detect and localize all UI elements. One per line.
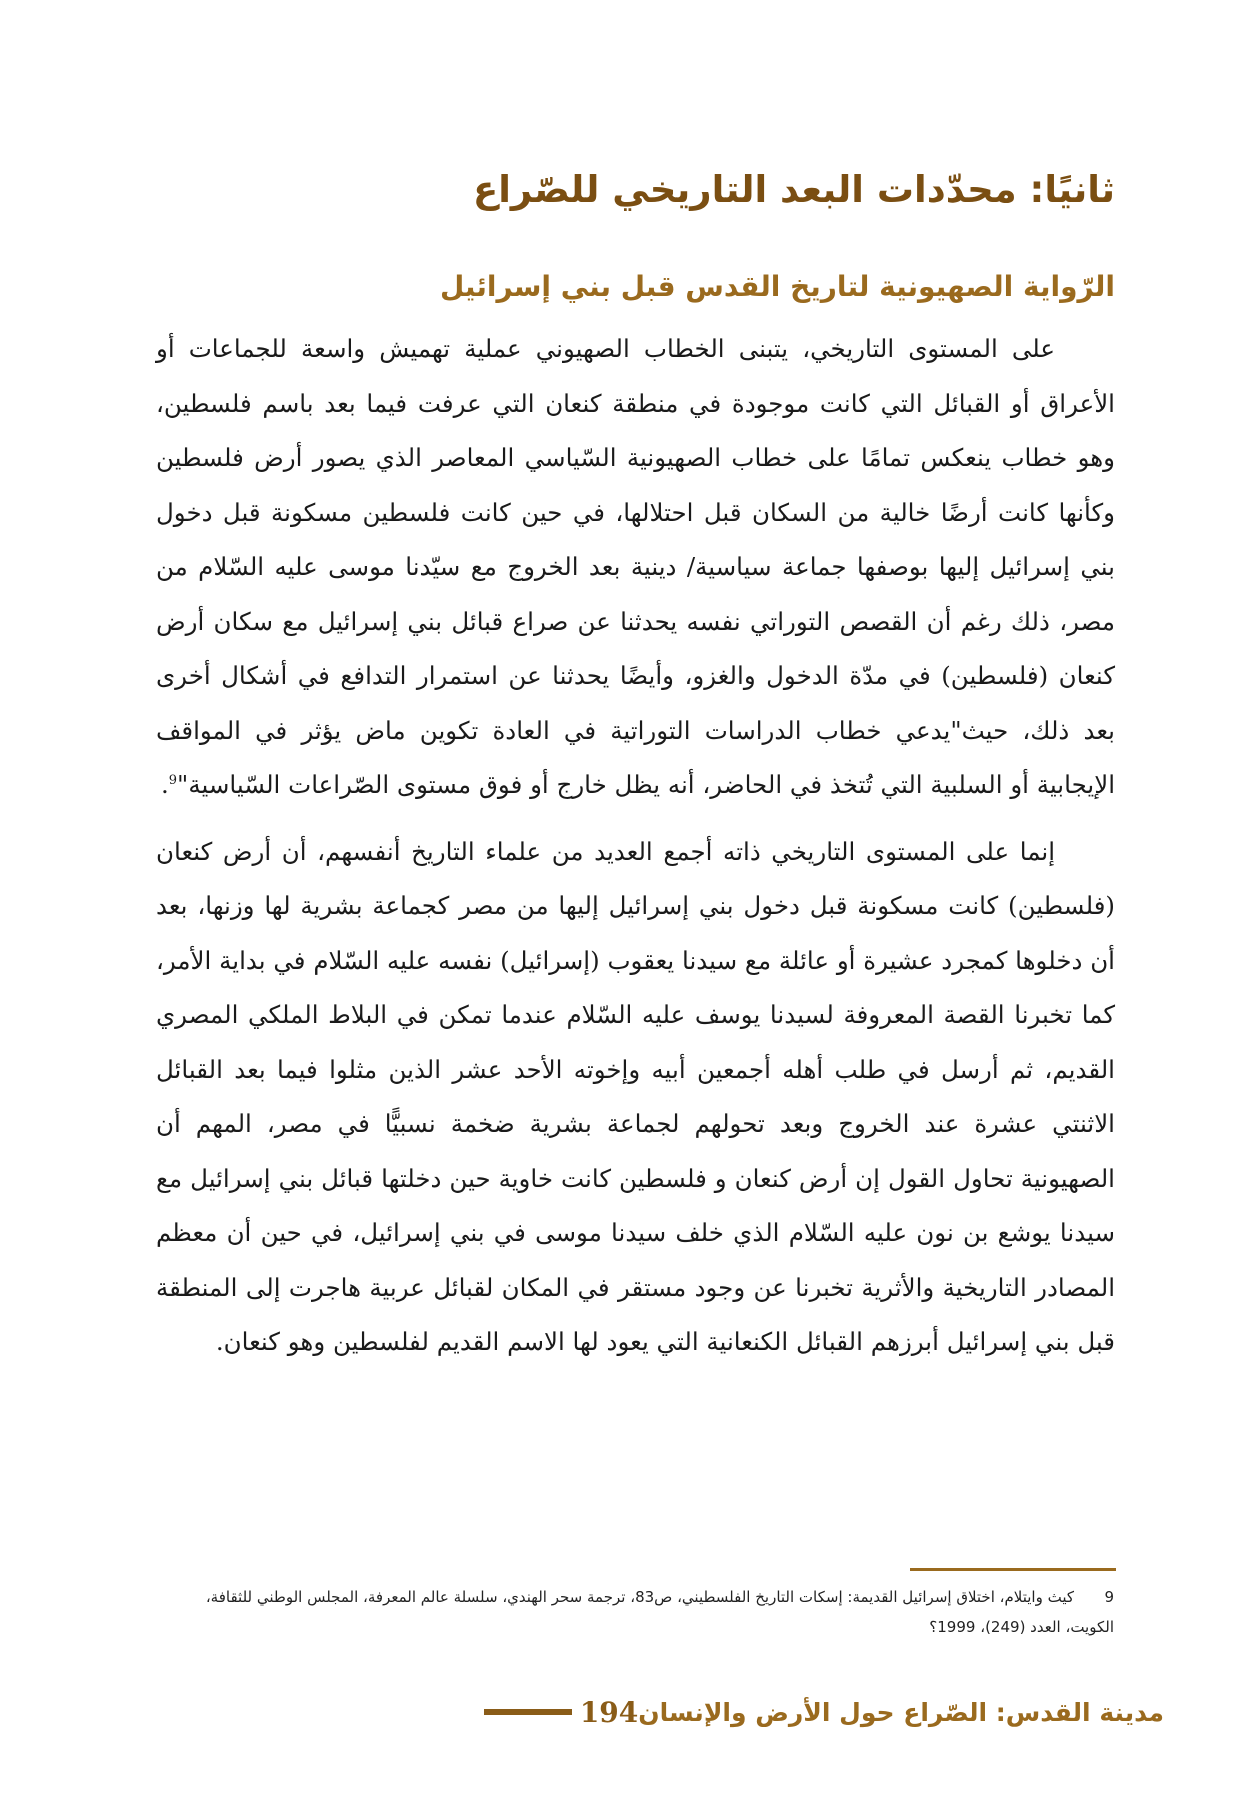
section-title: ثانيًا: محدّدات البعد التاريخي للصّراع (472, 168, 1115, 211)
footnote-divider (910, 1568, 1116, 1571)
paragraph-2: إنما على المستوى التاريخي ذاته أجمع العديد من علماء التاريخ أنفسهم، أن أرض كنعان (فلسطين) كانت مسكونة قبل دخول بني إسرائيل إليها من مصر كجماعة بشرية لها وزنها، بعد أن دخلوها كمجرد عشيرة أو عائلة مع سيدنا يعقوب (إسرائيل) نفسه عليه السّلام في بداية الأمر، كما تخبرنا القصة المعروفة لسيدنا يوسف عليه السّلام عندما تمكن في البلاط الملكي المصري القديم، ثم أرسل في طلب أهله أجمعين أبيه وإخوته الأحد عشر الذين مثلوا فيما بعد القبائل الاثنتي عشرة عند الخروج وبعد تحولهم لجماعة بشرية ضخمة نسبيًّا في مصر، المهم أن الصهيونية تحاول القول إن أرض كنعان و فلسطين كانت خاوية حين دخلتها قبائل بني إسرائيل مع سيدنا يوشع بن نون عليه السّلام الذي خلف سيدنا موسى في بني إسرائيل، في حين أن معظم المصادر التاريخية والأثرية تخبرنا عن وجود مستقر في المكان لقبائل عربية هاجرت إلى المنطقة قبل بني إسرائيل أبرزهم القبائل الكنعانية التي يعود لها الاسم القديم لفلسطين وهو كنعان. (156, 836, 1115, 1356)
footnote-number: 9 (1104, 1588, 1114, 1606)
footnote-text: كيث وايتلام، اختلاق إسرائيل القديمة: إسكات التاريخ الفلسطيني، ص83، ترجمة سحر الهندي، سلسلة عالم المعرفة، المجلس الوطني للثقافة، الكويت، العدد (249)، 1999؟ (205, 1588, 1114, 1636)
running-book-title: مدينة القدس: الصّراع حول الأرض والإنسان (638, 1697, 1164, 1727)
footnote-reference[interactable]: 9 (168, 772, 178, 788)
paragraph-1-end: . (160, 770, 169, 799)
footer-decorative-bar (484, 1709, 572, 1715)
paragraph-1 (156, 322, 1115, 813)
main-content (156, 160, 1115, 1380)
page-number: 194 (579, 1695, 639, 1729)
footnote (179, 1582, 1114, 1642)
page-footer (114, 1682, 1164, 1742)
paragraph-1-text: على المستوى التاريخي، يتبنى الخطاب الصهيوني عملية تهميش واسعة للجماعات أو الأعراق أو القبائل التي كانت موجودة في منطقة كنعان التي عرفت فيما بعد باسم فلسطين، وهو خطاب ينعكس تمامًا على خطاب الصهيونية السّياسي المعاصر الذي يصور أرض فلسطين وكأنها كانت أرضًا خالية من السكان قبل احتلالها، في حين كانت فلسطين مسكونة قبل دخول بني إسرائيل إليها بوصفها جماعة سياسية/ دينية بعد الخروج مع سيّدنا موسى عليه السّلام من مصر، ذلك رغم أن القصص التوراتي نفسه يحدثنا عن صراع قبائل بني إسرائيل مع سكان أرض كنعان (فلسطين) في مدّة الدخول والغزو، وأيضًا يحدثنا عن استمرار التدافع في أشكال أخرى بعد ذلك، حيث"يدعي خطاب الدراسات التوراتية في العادة تكوين ماض يؤثر في المواقف الإيجابية أو السلبية التي تُتخذ في الحاضر، أنه يظل خارج أو فوق مستوى الصّراعات السّياسية" (156, 334, 1115, 799)
subsection-title: الرّواية الصهيونية لتاريخ القدس قبل بني إسرائيل (439, 270, 1115, 303)
